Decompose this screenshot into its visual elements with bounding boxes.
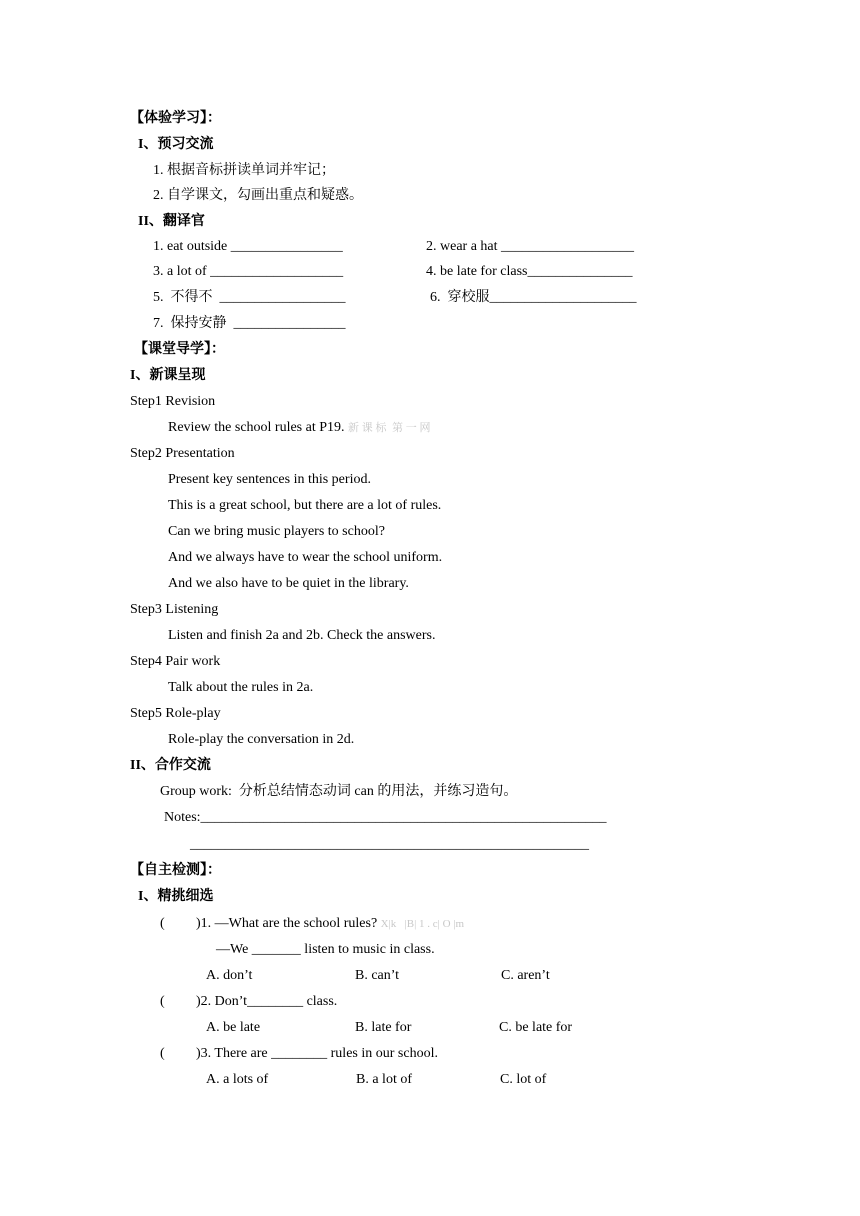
step2-line-2: This is a great school, but there are a lot of rules. bbox=[168, 498, 442, 513]
q1-line-2: —We _______ listen to music in class. bbox=[216, 942, 435, 957]
translate-item-7: 7. 保持安静 ________________ bbox=[153, 316, 346, 331]
notes-line-2: _________________________________________________________ bbox=[190, 837, 589, 852]
q3-bracket: ( bbox=[160, 1046, 165, 1061]
step2-line-5: And we also have to be quiet in the library. bbox=[168, 576, 409, 591]
q2-bracket: ( bbox=[160, 994, 165, 1009]
q2-text: )2. Don’t________ class. bbox=[196, 994, 338, 1009]
step5-label: Step5 Role-play bbox=[130, 706, 221, 721]
q1-text: )1. —What are the school rules? bbox=[196, 916, 378, 931]
translate-item-3: 3. a lot of ___________________ bbox=[153, 264, 344, 279]
q3-option-a: A. a lots of bbox=[206, 1072, 269, 1087]
step2-label: Step2 Presentation bbox=[130, 446, 235, 461]
cooperate-heading: II、合作交流 bbox=[130, 758, 211, 773]
q1-bracket: ( bbox=[160, 916, 165, 931]
q1-option-a: A. don’t bbox=[206, 968, 253, 983]
preview-heading: I、预习交流 bbox=[138, 137, 214, 152]
step1-label: Step1 Revision bbox=[130, 394, 216, 409]
q2-option-b: B. late for bbox=[355, 1020, 412, 1035]
step5-line: Role-play the conversation in 2d. bbox=[168, 732, 355, 747]
self-test-heading: 【自主检测】： bbox=[130, 863, 221, 878]
preview-item-1: 1. 根据音标拼读单词并牢记； bbox=[153, 163, 335, 178]
select-heading: I、精挑细选 bbox=[138, 889, 214, 904]
watermark-text-2: X|k |B| 1 . c| O |m bbox=[380, 918, 465, 930]
translate-item-4: 4. be late for class_______________ bbox=[426, 264, 633, 279]
step4-label: Step4 Pair work bbox=[130, 654, 221, 669]
q2-option-a: A. be late bbox=[206, 1020, 261, 1035]
translate-item-1: 1. eat outside ________________ bbox=[153, 239, 343, 254]
q3-text: )3. There are ________ rules in our school. bbox=[196, 1046, 438, 1061]
q1-line bbox=[196, 915, 464, 933]
translate-item-5: 5. 不得不 __________________ bbox=[153, 290, 346, 305]
watermark-text-1: 新 课 标 第 一 网 bbox=[348, 422, 431, 434]
step2-line-3: Can we bring music players to school? bbox=[168, 524, 385, 539]
new-lesson-heading: I、新课呈现 bbox=[130, 368, 206, 383]
step4-line: Talk about the rules in 2a. bbox=[168, 680, 314, 695]
step3-label: Step3 Listening bbox=[130, 602, 219, 617]
translate-heading: II、翻译官 bbox=[138, 214, 205, 229]
step1-line bbox=[168, 419, 431, 437]
experience-heading: 【体验学习】： bbox=[130, 111, 221, 126]
preview-item-2: 2. 自学课文，勾画出重点和疑惑。 bbox=[153, 188, 363, 203]
step2-line-4: And we always have to wear the school uniform. bbox=[168, 550, 443, 565]
q3-option-b: B. a lot of bbox=[356, 1072, 412, 1087]
q3-option-c: C. lot of bbox=[500, 1072, 547, 1087]
guide-heading: 【课堂导学】： bbox=[134, 342, 225, 357]
step1-text: Review the school rules at P19. bbox=[168, 420, 345, 435]
step2-line-1: Present key sentences in this period. bbox=[168, 472, 371, 487]
q1-option-c: C. aren’t bbox=[501, 968, 550, 983]
q1-option-b: B. can’t bbox=[355, 968, 400, 983]
translate-item-2: 2. wear a hat ___________________ bbox=[426, 239, 635, 254]
q2-option-c: C. be late for bbox=[499, 1020, 573, 1035]
translate-item-6: 6. 穿校服_____________________ bbox=[430, 290, 637, 305]
step3-line: Listen and finish 2a and 2b. Check the answers. bbox=[168, 628, 436, 643]
notes-line-1: Notes:__________________________________________________________ bbox=[164, 810, 607, 825]
group-work-line: Group work: 分析总结情态动词 can 的用法，并练习造句。 bbox=[160, 784, 518, 799]
